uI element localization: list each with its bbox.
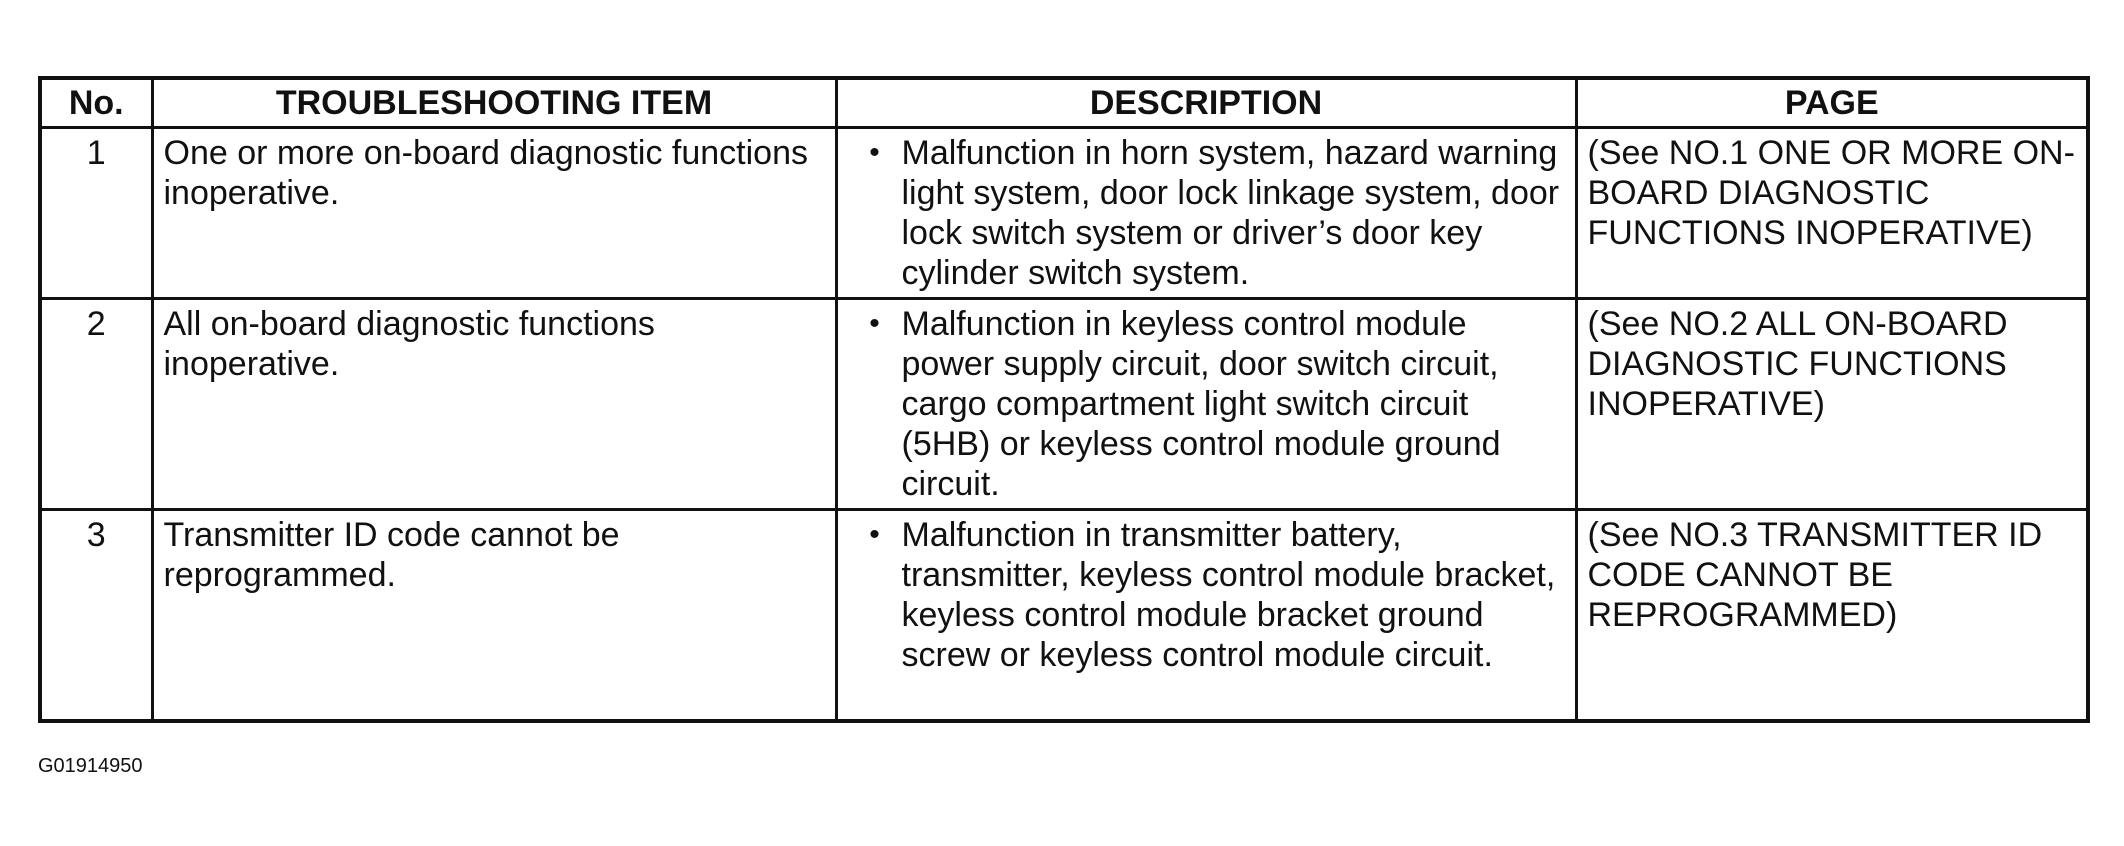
troubleshooting-table — [38, 76, 2090, 723]
table-row — [40, 510, 2088, 722]
description-text: Malfunction in transmitter battery, transmitter, keyless control module bracket, keyless control module bracket ground screw or keyless control module circuit. — [901, 516, 1556, 674]
table-row — [40, 299, 2088, 510]
page-reference: (See NO.2 ALL ON-BOARD DIAGNOSTIC FUNCTIONS INOPERATIVE) — [1576, 299, 2088, 510]
header-row — [40, 78, 2088, 128]
header-page: PAGE — [1576, 78, 2088, 128]
page-reference: (See NO.3 TRANSMITTER ID CODE CANNOT BE REPROGRAMMED) — [1576, 510, 2088, 722]
header-troubleshooting-item: TROUBLESHOOTING ITEM — [152, 78, 836, 128]
header-no: No. — [40, 78, 152, 128]
row-number: 3 — [40, 510, 152, 722]
description-cell — [836, 510, 1576, 722]
bullet-icon: • — [869, 518, 880, 551]
troubleshooting-item: One or more on-board diagnostic functions inoperative. — [152, 128, 836, 299]
table-body — [40, 128, 2088, 722]
description-cell — [836, 299, 1576, 510]
page-reference: (See NO.1 ONE OR MORE ON-BOARD DIAGNOSTIC FUNCTIONS INOPERATIVE) — [1576, 128, 2088, 299]
description-text: Malfunction in horn system, hazard warning light system, door lock linkage system, door lock switch system or driver’s door key cylinder switch system. — [901, 134, 1560, 292]
row-number: 1 — [40, 128, 152, 299]
table-header — [40, 78, 2088, 128]
troubleshooting-item: All on-board diagnostic functions inoperative. — [152, 299, 836, 510]
troubleshooting-item: Transmitter ID code cannot be reprogrammed. — [152, 510, 836, 722]
description-cell — [836, 128, 1576, 299]
bullet-icon: • — [869, 307, 880, 340]
description-text: Malfunction in keyless control module power supply circuit, door switch circuit, cargo compartment light switch circuit (5HB) or keyless control module ground circuit. — [901, 305, 1501, 503]
figure-code: G01914950 — [38, 755, 143, 777]
row-number: 2 — [40, 299, 152, 510]
table-row — [40, 128, 2088, 299]
header-description: DESCRIPTION — [836, 78, 1576, 128]
bullet-icon: • — [869, 136, 880, 169]
